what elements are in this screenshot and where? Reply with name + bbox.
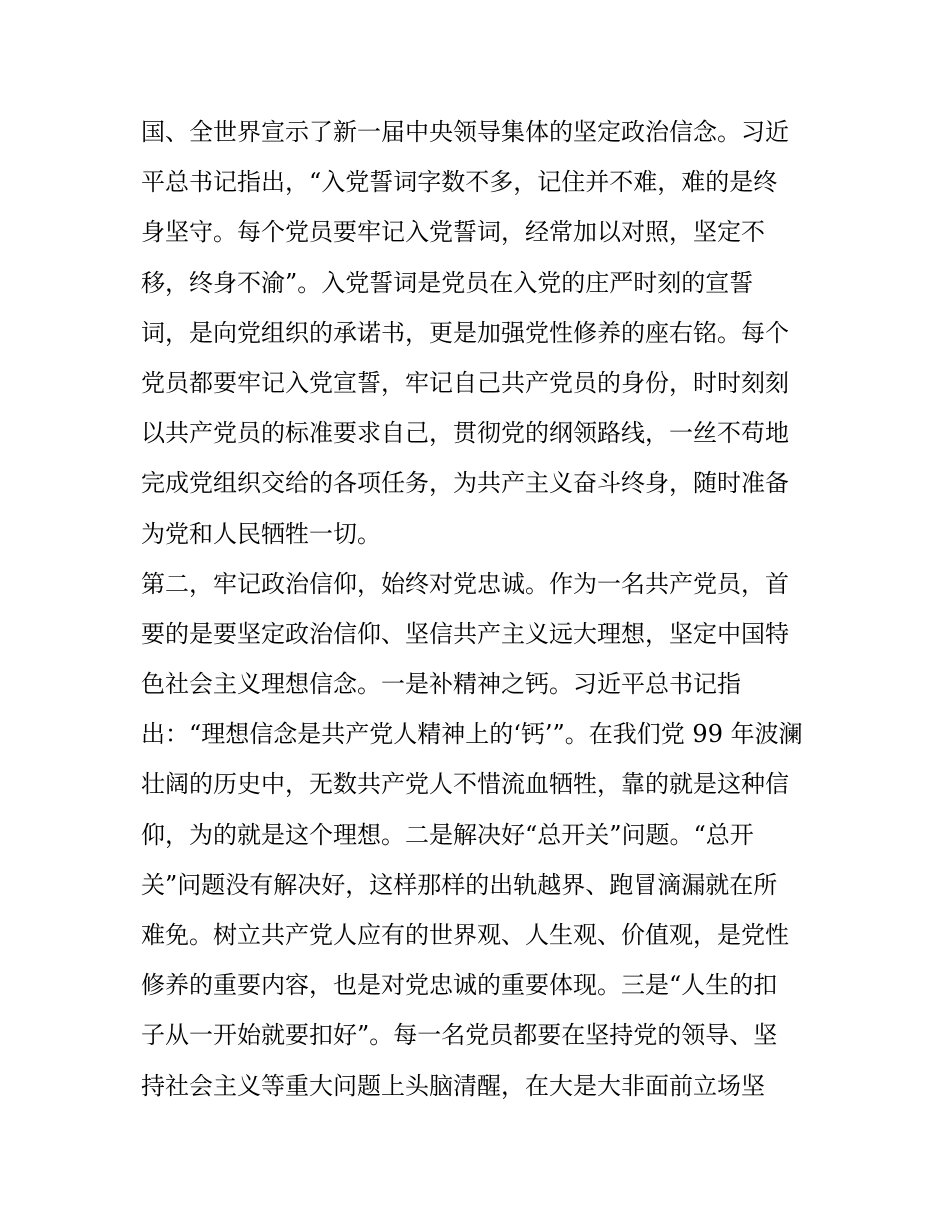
text-line: 以共产党员的标准要求自己，贯彻党的纲领路线，一丝不苟地: [141, 419, 789, 448]
text-line: 移，终身不渝”。入党誓词是党员在入党的庄严时刻的宣誓: [141, 268, 754, 297]
text-line: 难免。树立共产党人应有的世界观、人生观、价值观，是党性: [141, 921, 789, 949]
text-line: 身坚守。每个党员要牢记入党誓词，经常加以对照，坚定不: [141, 218, 765, 247]
text-line: 要的是要坚定政治信仰、坚信共产主义远大理想，坚定中国特: [141, 619, 789, 648]
text-line: 为党和人民牺牲一切。: [141, 519, 381, 548]
text-line: 平总书记指出，“入党誓词字数不多，记住并不难，难的是终: [141, 168, 778, 197]
text-line: 持社会主义等重大问题上头脑清醒，在大是大非面前立场坚: [141, 1071, 765, 1100]
text-line: 党员都要牢记入党宣誓，牢记自己共产党员的身份，时时刻刻: [141, 368, 789, 397]
text-line: 关”问题没有解决好，这样那样的出轨越界、跑冒滴漏就在所: [141, 870, 778, 899]
text-line: 仰，为的就是这个理想。二是解决好“总开关”问题。“总开: [141, 820, 754, 849]
text-line: 完成党组织交给的各项任务，为共产主义奋斗终身，随时准备: [141, 469, 789, 498]
text-line: 第二，牢记政治信仰，始终对党忠诚。作为一名共产党员，首: [141, 569, 789, 598]
body-text: [141, 107, 821, 1111]
text-line: 壮阔的历史中，无数共产党人不惜流血牺牲，靠的就是这种信: [141, 770, 789, 799]
text-line: 词，是向党组织的承诺书，更是加强党性修养的座右铭。每个: [141, 318, 789, 347]
text-line: 子从一开始就要扣好”。每一名党员都要在坚持党的领导、坚: [141, 1021, 778, 1050]
text-line: 修养的重要内容，也是对党忠诚的重要体现。三是“人生的扣: [141, 971, 778, 1000]
text-line: 色社会主义理想信念。一是补精神之钙。习近平总书记指: [141, 670, 741, 699]
text-line: 出：“理想信念是共产党人精神上的‘钙’”。在我们党 99 年波澜: [141, 720, 803, 749]
text-line: 国、全世界宣示了新一届中央领导集体的坚定政治信念。习近: [141, 118, 789, 146]
